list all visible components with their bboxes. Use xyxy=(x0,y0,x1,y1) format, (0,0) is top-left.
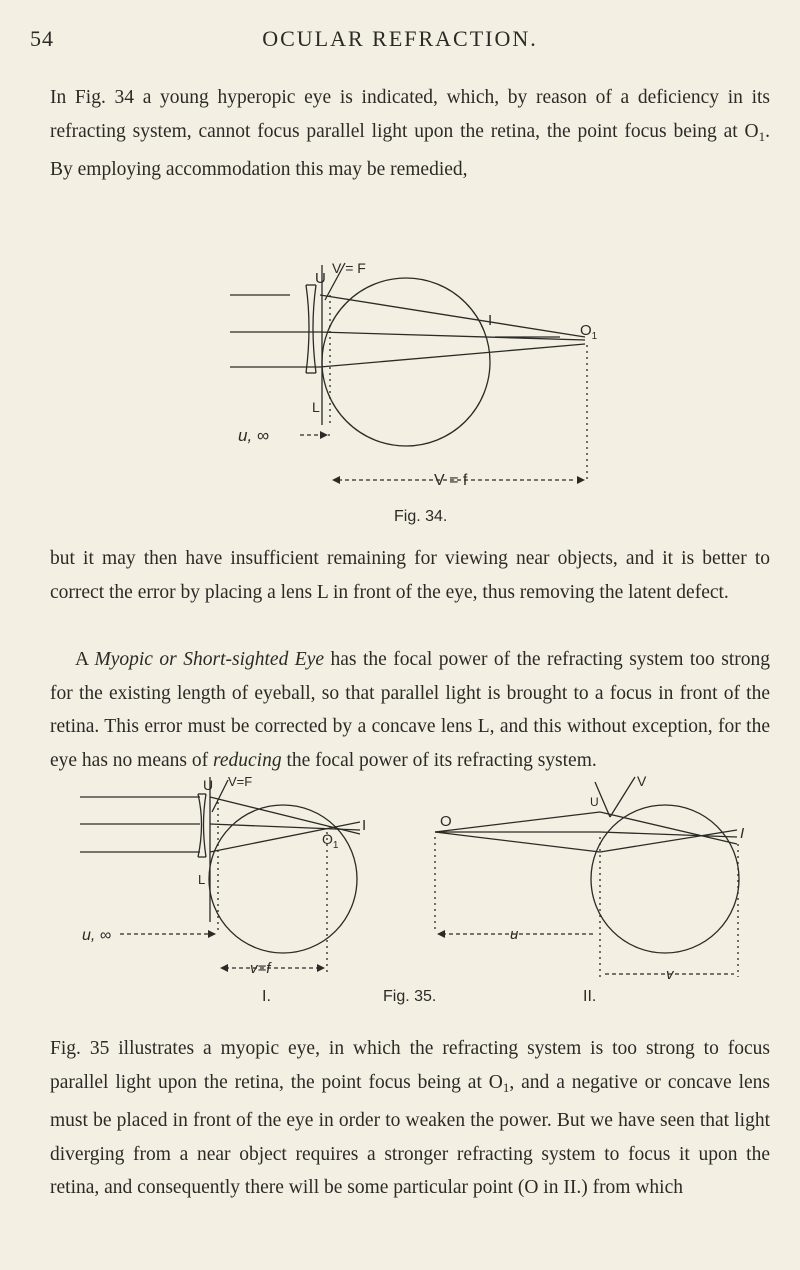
label-v-f-i: v=f xyxy=(250,960,271,977)
label-i: I xyxy=(488,312,493,329)
label-u-ii: U xyxy=(590,795,599,809)
label-vf-i: V=F xyxy=(228,774,253,789)
paragraph-fig35-description xyxy=(50,1032,770,1205)
paragraph-myopic-eye xyxy=(50,643,770,777)
figure-34-diagram xyxy=(220,255,640,505)
label-u-infinity-i: u, ∞ xyxy=(82,927,112,944)
label-u: U xyxy=(315,270,326,287)
paragraph-text: has the focal power of the refracting system too strong for the existing length of eyeball, so that parallel light is brought to a focus in front of the retina. This error must be corrected by a concave lens L, and this without exception, for the eye has no means of xyxy=(50,649,770,771)
label-v-distance-ii: v xyxy=(666,966,674,982)
figure-35-part-ii-label: II. xyxy=(583,988,597,1005)
emphasis-term: Myopic or Short-sighted Eye xyxy=(94,649,325,670)
figure-35-part-i-label: I. xyxy=(262,988,271,1005)
label-l-i: L xyxy=(198,872,206,887)
label-u-distance-ii: u xyxy=(510,926,519,943)
paragraph-text: , and a negative or concave lens must be placed in front of the eye in order to weaken the power. But we have seen that light diverging from a near object requires a stronger refracting system to focus it upon the retina, and consequently there will be some particular point (O in II.) from which xyxy=(50,1071,770,1198)
figure-35-caption: Fig. 35. xyxy=(383,988,437,1005)
figure-35-diagram xyxy=(70,772,760,982)
page-title: OCULAR REFRACTION. xyxy=(262,26,538,51)
page-number: 54 xyxy=(30,26,54,51)
label-u-i: U xyxy=(203,777,214,793)
label-v-ii: V xyxy=(637,773,647,789)
figure-35 xyxy=(70,772,760,982)
paragraph-fig34-intro xyxy=(50,81,770,187)
running-head xyxy=(30,26,770,56)
label-v-f: V = f xyxy=(434,472,468,489)
eyeball-outline xyxy=(322,278,493,446)
label-o-ii: O xyxy=(440,813,452,830)
label-u-infinity: u, ∞ xyxy=(238,426,270,445)
label-l: L xyxy=(312,399,320,415)
paragraph-text: the focal power of its refracting system. xyxy=(281,749,597,771)
figure-34-caption: Fig. 34. xyxy=(394,508,448,525)
paragraph-lens-correction: but it may then have insufficient remaining for viewing near objects, and it is better to correct the error by placing a lens L in front of the eye, thus removing the latent defect. xyxy=(50,548,770,603)
paragraph-text: A xyxy=(75,649,95,670)
subscript: 1 xyxy=(502,1079,510,1095)
paragraph-text: . By employing accommodation this may be remedied, xyxy=(50,120,770,180)
figure-34 xyxy=(220,255,640,505)
emphasis-term: reducing xyxy=(213,749,282,771)
label-o-i: $O_1$ xyxy=(322,831,339,851)
label-i-ii: I xyxy=(740,825,745,842)
label-vf: V = F xyxy=(332,260,366,276)
label-o: $O_1$ xyxy=(580,322,598,342)
subscript: 1 xyxy=(758,128,766,144)
paragraph-text: In Fig. 34 a young hyperopic eye is indicated, which, by reason of a deficiency in its refracting system, cannot focus parallel light upon the retina, the point focus being at O xyxy=(50,87,770,142)
paragraph-text: Fig. 35 illustrates a myopic eye, in which the refracting system is too strong to focus parallel light upon the retina, the point focus being at O xyxy=(50,1038,770,1093)
label-i-i: I xyxy=(362,817,367,834)
